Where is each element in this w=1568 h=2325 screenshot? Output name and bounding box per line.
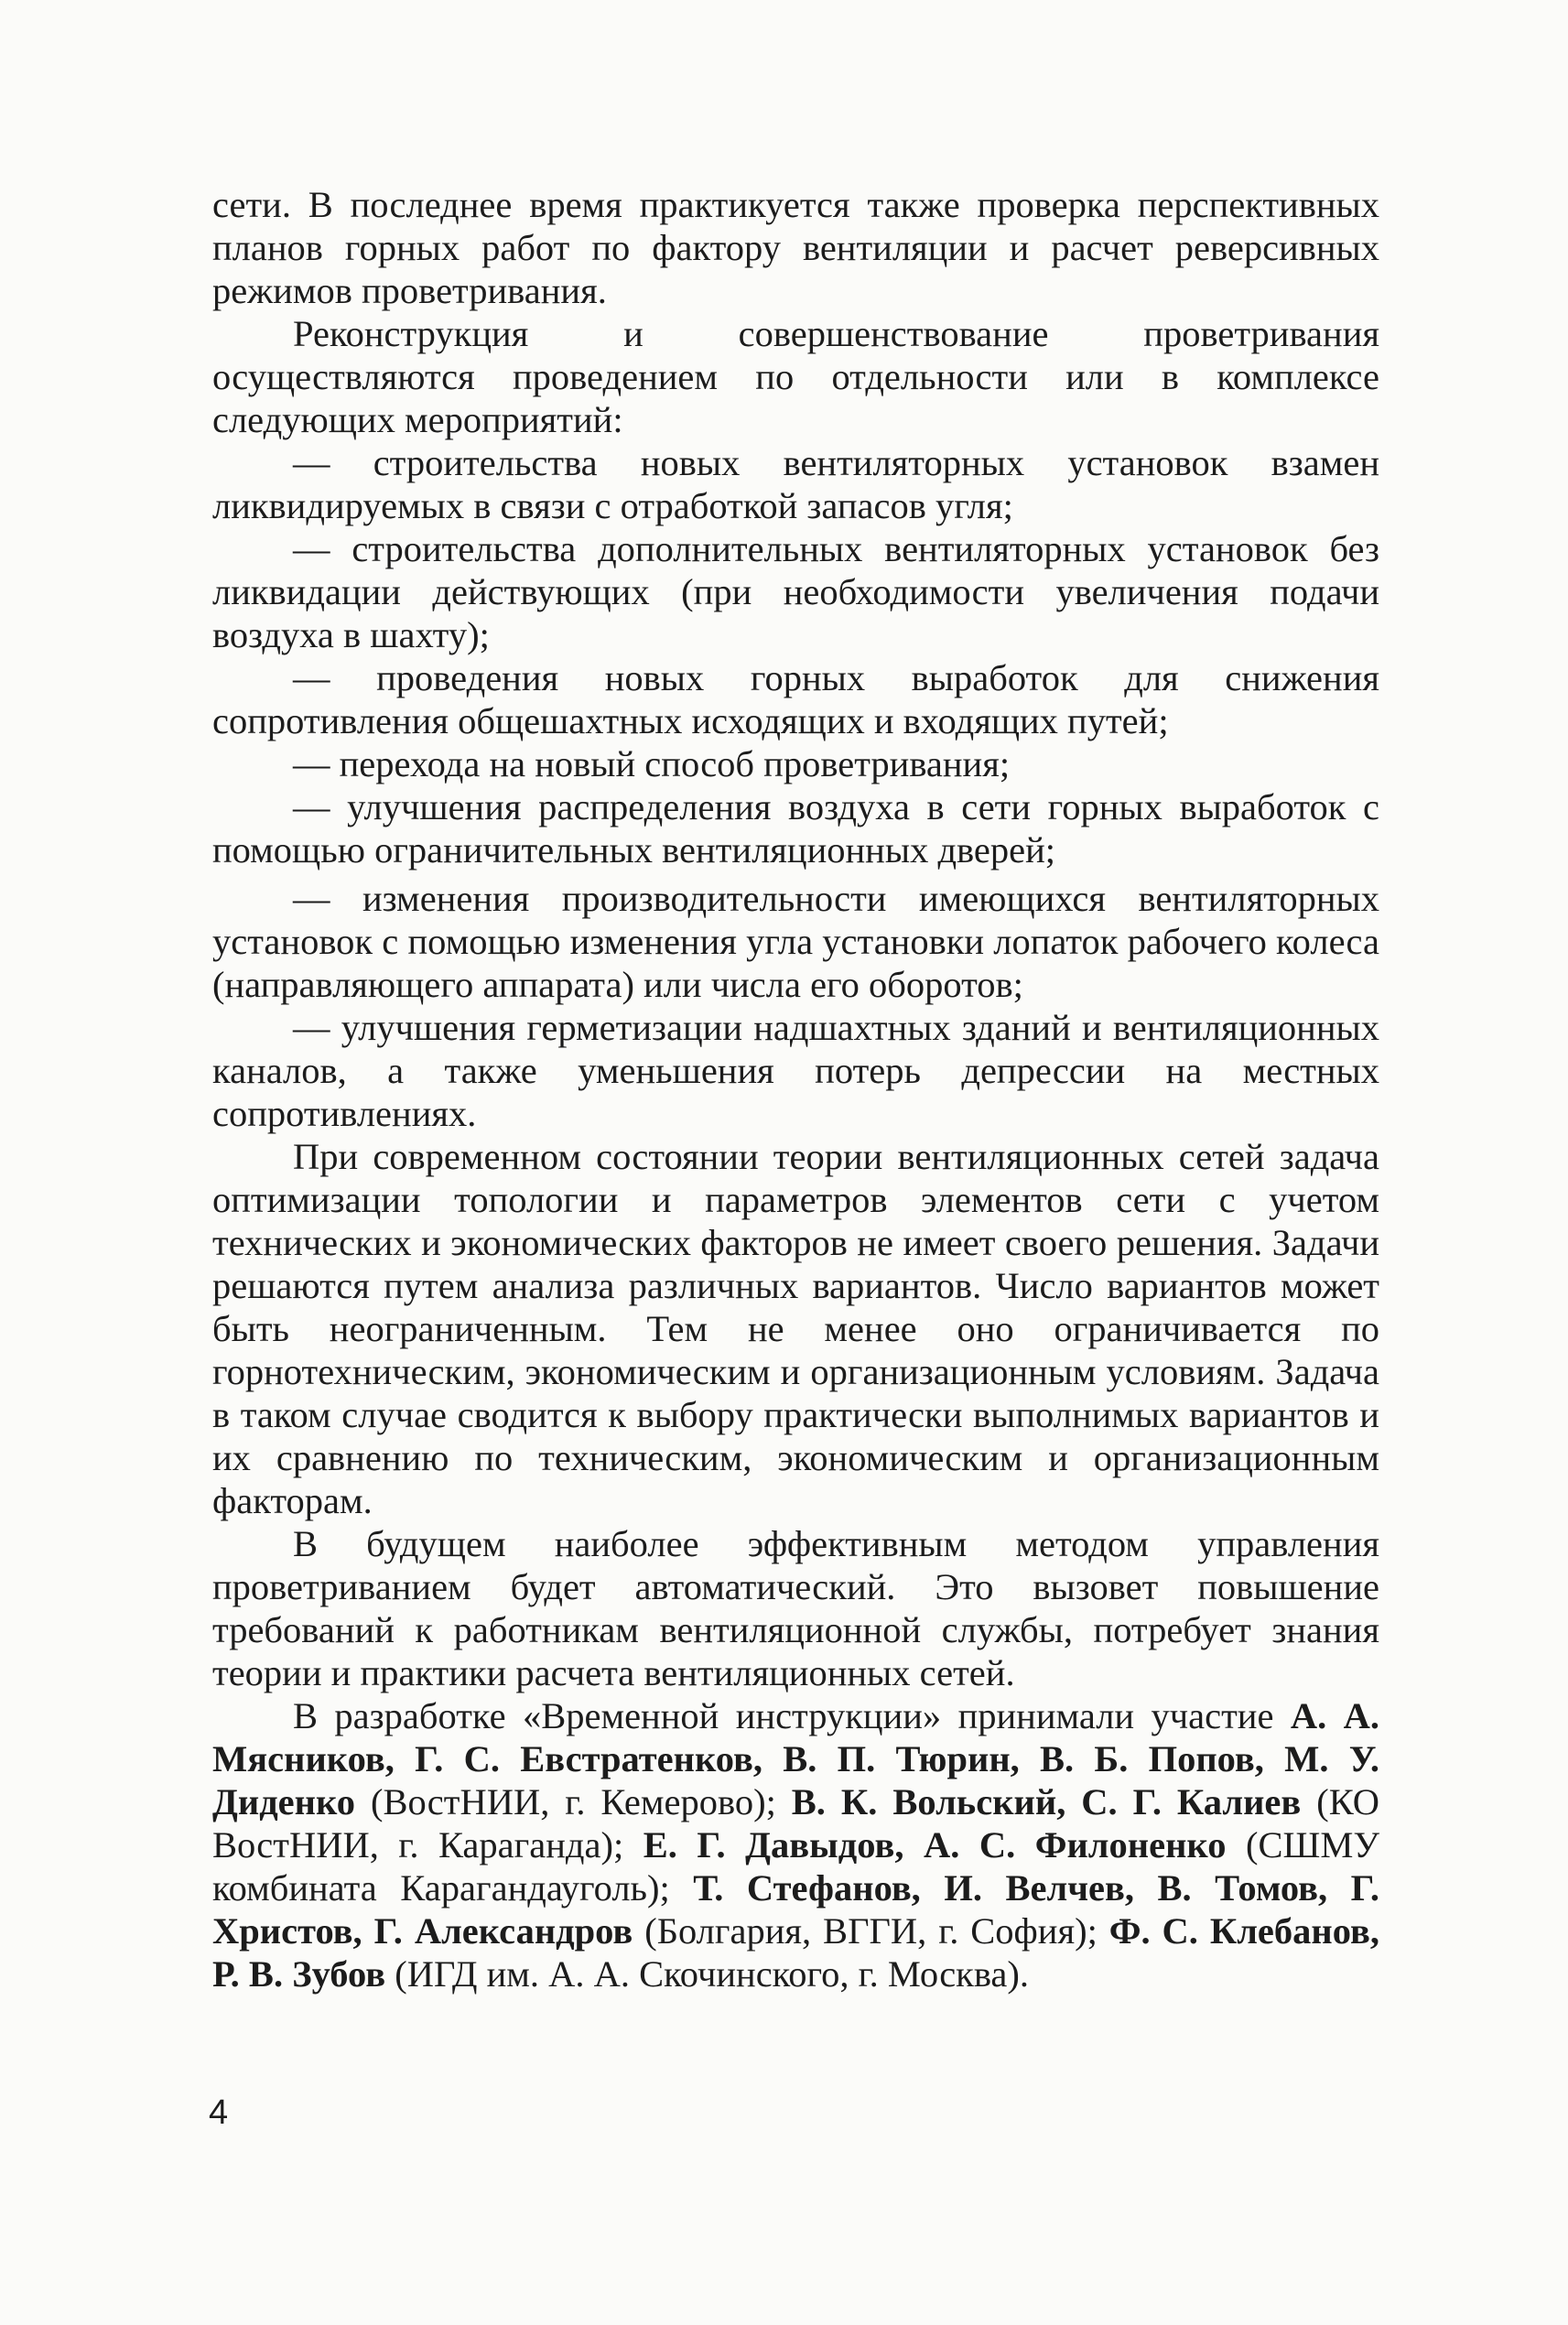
measure-item: — строительства дополнительных вентиляторных установок без ликвидации действующих (при необходимости увеличения подачи воздуха в шахту); xyxy=(212,528,1379,655)
contributor-names: Е. Г. Давыдов, А. С. Филоненко xyxy=(643,1824,1227,1865)
measure-item: — изменения производительности имеющихся вентиляторных установок с помощью изменения угла установки лопаток рабочего колеса (направляющего аппарата) или числа его оборотов; xyxy=(212,878,1379,1005)
contributor-names: А. А. Мясников, Г. С. Евстратенков, В. П. Тюрин, В. Б. Попов, М. У. Диденко xyxy=(212,1695,1380,1822)
page-number: 4 xyxy=(209,2093,229,2132)
contributors-paragraph xyxy=(212,1694,1379,1995)
contributor-names: Ф. С. Клебанов, Р. В. Зубов xyxy=(212,1910,1379,1995)
reconstruction-paragraph: Реконструкция и совершенствование проветривания осуществляются проведением по отдельности или в комплексе следующих мероприятий: xyxy=(212,313,1379,440)
contributor-org: (Болгария, ВГГИ, г. София); xyxy=(633,1910,1109,1952)
contributor-names: Т. Стефанов, И. Велчев, В. Томов, Г. Христов, Г. Александров xyxy=(212,1867,1379,1952)
future-paragraph: В будущем наиболее эффективным методом управления проветриванием будет автоматический. Это вызовет повышение требований к работникам вентиляционной службы, потребует знания теории и практики расчета вентиляционных сетей. xyxy=(212,1523,1379,1693)
contributor-org: (ВостНИИ, г. Кемерово); xyxy=(355,1781,792,1822)
measure-item: — проведения новых горных выработок для снижения сопротивления общешахтных исходящих и входящих путей; xyxy=(212,657,1379,741)
contributors-lead: В разработке «Временной инструкции» принимали участие xyxy=(293,1695,1291,1736)
measure-item: — улучшения распределения воздуха в сети горных выработок с помощью ограничительных вентиляционных дверей; xyxy=(212,786,1379,871)
contributor-org: (КО ВостНИИ, г. Караганда); xyxy=(212,1781,1379,1865)
measure-item: — перехода на новый способ проветривания; xyxy=(293,743,1011,784)
optimization-paragraph: При современном состоянии теории вентиляционных сетей задача оптимизации топологии и параметров элементов сети с учетом технических и экономических факторов не имеет своего решения. Задачи решаются путем анализа различных вариантов. Число вариантов может быть неограниченным. Тем не менее оно ограничивается по горнотехническим, экономическим и организационным условиям. Задача в таком случае сводится к выбору практически выполнимых вариантов и их сравнению по техническим, экономическим и организационным факторам. xyxy=(212,1136,1379,1521)
contributor-names: В. К. Вольский, С. Г. Калиев xyxy=(791,1781,1302,1822)
measure-item: — строительства новых вентиляторных установок взамен ликвидируемых в связи с отработкой запасов угля; xyxy=(212,442,1379,526)
intro-paragraph: сети. В последнее время практикуется также проверка перспективных планов горных работ по фактору вентиляции и расчет реверсивных режимов проветривания. xyxy=(212,184,1379,311)
contributor-org: (ИГД им. А. А. Скочинского, г. Москва). xyxy=(385,1953,1030,1995)
measure-item: — улучшения герметизации надшахтных зданий и вентиляционных каналов, а также уменьшения потерь депрессии на местных сопротивлениях. xyxy=(212,1007,1379,1134)
contributor-org: (СШМУ комбината Карагандауголь); xyxy=(212,1824,1380,1909)
page-body xyxy=(212,183,1379,1995)
